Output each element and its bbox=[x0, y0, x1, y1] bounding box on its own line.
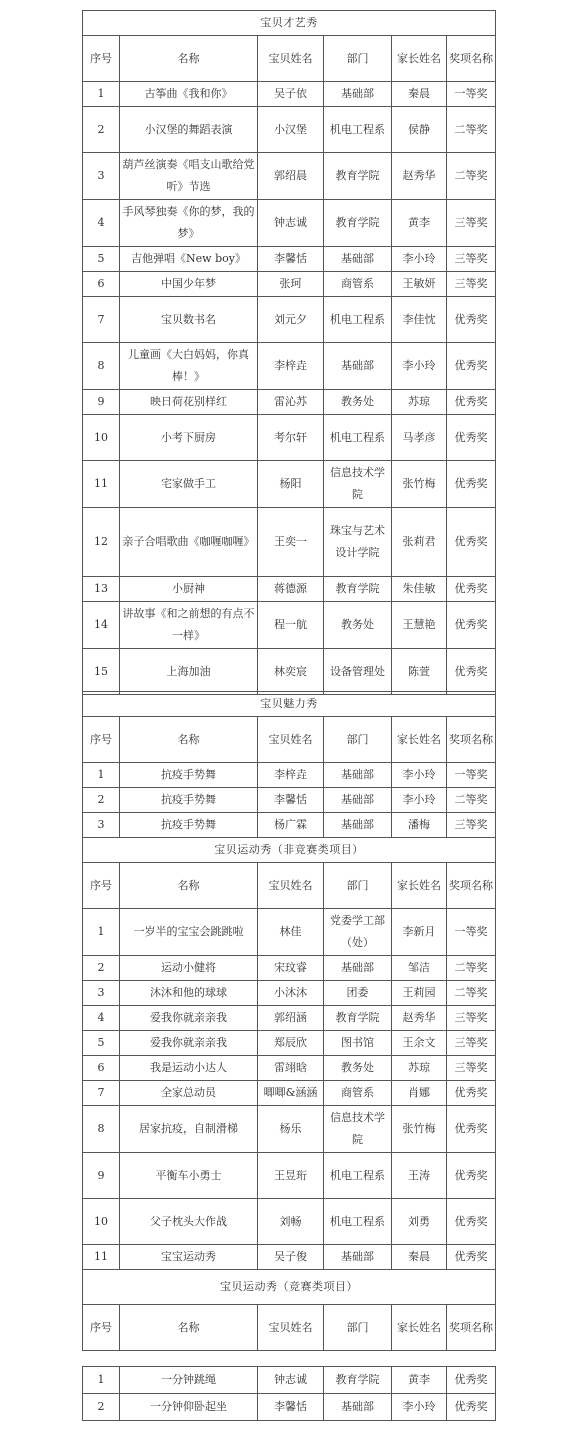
column-header: 名称 bbox=[120, 36, 258, 82]
section-title: 宝贝运动秀（非竞赛类项目） bbox=[83, 838, 496, 863]
column-header: 宝贝姓名 bbox=[258, 717, 324, 763]
entry-name: 抗疫手势舞 bbox=[120, 813, 258, 838]
entry-name: 一分钟跳绳 bbox=[120, 1367, 258, 1394]
child-name: 李梓垚 bbox=[258, 343, 324, 390]
column-header: 家长姓名 bbox=[392, 1305, 447, 1351]
table-row bbox=[83, 909, 496, 956]
child-name: 钟志诚 bbox=[258, 200, 324, 247]
child-name: 刘元夕 bbox=[258, 297, 324, 343]
department: 教育学院 bbox=[324, 1006, 392, 1031]
table-row bbox=[83, 343, 496, 390]
table-row bbox=[83, 1199, 496, 1245]
parent-name: 刘勇 bbox=[392, 1199, 447, 1245]
award: 二等奖 bbox=[447, 981, 496, 1006]
table-row bbox=[83, 1153, 496, 1199]
award: 优秀奖 bbox=[447, 390, 496, 415]
row-number: 2 bbox=[83, 956, 120, 981]
table-row bbox=[83, 763, 496, 788]
entry-name: 映日荷花别样红 bbox=[120, 390, 258, 415]
department: 信息技术学院 bbox=[324, 461, 392, 508]
column-header: 宝贝姓名 bbox=[258, 1305, 324, 1351]
department: 教育学院 bbox=[324, 200, 392, 247]
section-title: 宝贝运动秀（竞赛类项目） bbox=[83, 1270, 496, 1305]
table-row bbox=[83, 508, 496, 577]
table-row bbox=[83, 649, 496, 695]
header-row bbox=[83, 36, 496, 82]
entry-name: 讲故事《和之前想的有点不一样》 bbox=[120, 602, 258, 649]
header-row bbox=[83, 1305, 496, 1351]
award: 优秀奖 bbox=[447, 508, 496, 577]
child-name: 唧唧&涵涵 bbox=[258, 1081, 324, 1106]
award: 二等奖 bbox=[447, 153, 496, 200]
table-row bbox=[83, 1081, 496, 1106]
row-number: 1 bbox=[83, 909, 120, 956]
table-row bbox=[83, 1031, 496, 1056]
award: 三等奖 bbox=[447, 1056, 496, 1081]
column-header: 序号 bbox=[83, 717, 120, 763]
department: 基础部 bbox=[324, 247, 392, 272]
table-row bbox=[83, 813, 496, 838]
award: 三等奖 bbox=[447, 813, 496, 838]
department: 团委 bbox=[324, 981, 392, 1006]
parent-name: 李小玲 bbox=[392, 763, 447, 788]
child-name: 蒋德源 bbox=[258, 577, 324, 602]
table-row bbox=[83, 390, 496, 415]
child-name: 雷沁苏 bbox=[258, 390, 324, 415]
child-name: 小沐沐 bbox=[258, 981, 324, 1006]
table-row bbox=[83, 247, 496, 272]
parent-name: 张竹梅 bbox=[392, 461, 447, 508]
column-header: 部门 bbox=[324, 36, 392, 82]
child-name: 李馨恬 bbox=[258, 247, 324, 272]
child-name: 杨广霖 bbox=[258, 813, 324, 838]
section-title-row bbox=[83, 692, 496, 717]
award: 优秀奖 bbox=[447, 1081, 496, 1106]
award: 一等奖 bbox=[447, 763, 496, 788]
row-number: 10 bbox=[83, 1199, 120, 1245]
column-header: 序号 bbox=[83, 863, 120, 909]
row-number: 3 bbox=[83, 813, 120, 838]
section-title: 宝贝魅力秀 bbox=[83, 692, 496, 717]
department: 图书馆 bbox=[324, 1031, 392, 1056]
row-number: 13 bbox=[83, 577, 120, 602]
row-number: 11 bbox=[83, 1245, 120, 1270]
department: 基础部 bbox=[324, 763, 392, 788]
department: 基础部 bbox=[324, 82, 392, 107]
entry-name: 手风琴独奏《你的梦，我的梦》 bbox=[120, 200, 258, 247]
table-row bbox=[83, 82, 496, 107]
row-number: 6 bbox=[83, 272, 120, 297]
parent-name: 黄李 bbox=[392, 200, 447, 247]
department: 信息技术学院 bbox=[324, 1106, 392, 1153]
column-header: 家长姓名 bbox=[392, 717, 447, 763]
column-header: 奖项名称 bbox=[447, 1305, 496, 1351]
parent-name: 王余文 bbox=[392, 1031, 447, 1056]
row-number: 6 bbox=[83, 1056, 120, 1081]
child-name: 雷翊晗 bbox=[258, 1056, 324, 1081]
column-header: 名称 bbox=[120, 863, 258, 909]
parent-name: 张竹梅 bbox=[392, 1106, 447, 1153]
entry-name: 吉他弹唱《New boy》 bbox=[120, 247, 258, 272]
parent-name: 李小玲 bbox=[392, 343, 447, 390]
column-header: 奖项名称 bbox=[447, 36, 496, 82]
award: 三等奖 bbox=[447, 247, 496, 272]
department: 机电工程系 bbox=[324, 1199, 392, 1245]
entry-name: 宅家做手工 bbox=[120, 461, 258, 508]
child-name: 李馨恬 bbox=[258, 1394, 324, 1421]
table-row bbox=[83, 981, 496, 1006]
entry-name: 父子枕头大作战 bbox=[120, 1199, 258, 1245]
table-talent-show bbox=[82, 10, 496, 695]
column-header: 奖项名称 bbox=[447, 863, 496, 909]
child-name: 郭绍晨 bbox=[258, 153, 324, 200]
department: 教务处 bbox=[324, 390, 392, 415]
row-number: 4 bbox=[83, 200, 120, 247]
department: 设备管理处 bbox=[324, 649, 392, 695]
department: 党委学工部（处） bbox=[324, 909, 392, 956]
parent-name: 潘梅 bbox=[392, 813, 447, 838]
award: 二等奖 bbox=[447, 107, 496, 153]
parent-name: 肖娜 bbox=[392, 1081, 447, 1106]
child-name: 郭绍涵 bbox=[258, 1006, 324, 1031]
award: 优秀奖 bbox=[447, 1106, 496, 1153]
award: 三等奖 bbox=[447, 272, 496, 297]
child-name: 程一航 bbox=[258, 602, 324, 649]
row-number: 1 bbox=[83, 82, 120, 107]
award: 优秀奖 bbox=[447, 602, 496, 649]
entry-name: 抗疫手势舞 bbox=[120, 788, 258, 813]
table-sport-competition-body bbox=[83, 1367, 496, 1421]
parent-name: 黄李 bbox=[392, 1367, 447, 1394]
section-title-row bbox=[83, 838, 496, 863]
entry-name: 平衡车小勇士 bbox=[120, 1153, 258, 1199]
child-name: 杨乐 bbox=[258, 1106, 324, 1153]
entry-name: 宝宝运动秀 bbox=[120, 1245, 258, 1270]
row-number: 3 bbox=[83, 981, 120, 1006]
child-name: 林奕宸 bbox=[258, 649, 324, 695]
award: 优秀奖 bbox=[447, 577, 496, 602]
table-row bbox=[83, 1006, 496, 1031]
entry-name: 全家总动员 bbox=[120, 1081, 258, 1106]
table-row bbox=[83, 1245, 496, 1270]
child-name: 吴子依 bbox=[258, 82, 324, 107]
department: 基础部 bbox=[324, 1394, 392, 1421]
table-row bbox=[83, 577, 496, 602]
entry-name: 葫芦丝演奏《唱支山歌给党听》节选 bbox=[120, 153, 258, 200]
table-charm-sport-show bbox=[82, 691, 496, 1351]
child-name: 郑辰欣 bbox=[258, 1031, 324, 1056]
child-name: 宋玟睿 bbox=[258, 956, 324, 981]
column-header: 部门 bbox=[324, 717, 392, 763]
child-name: 杨阳 bbox=[258, 461, 324, 508]
department: 教育学院 bbox=[324, 577, 392, 602]
entry-name: 宝贝数书名 bbox=[120, 297, 258, 343]
award: 优秀奖 bbox=[447, 1245, 496, 1270]
column-header: 序号 bbox=[83, 36, 120, 82]
column-header: 部门 bbox=[324, 1305, 392, 1351]
department: 基础部 bbox=[324, 1245, 392, 1270]
table-row bbox=[83, 200, 496, 247]
department: 基础部 bbox=[324, 343, 392, 390]
award: 三等奖 bbox=[447, 200, 496, 247]
award: 三等奖 bbox=[447, 1006, 496, 1031]
parent-name: 马孝彦 bbox=[392, 415, 447, 461]
row-number: 1 bbox=[83, 1367, 120, 1394]
table-talent-show-body bbox=[83, 11, 496, 695]
section-title-row bbox=[83, 11, 496, 36]
row-number: 14 bbox=[83, 602, 120, 649]
award: 优秀奖 bbox=[447, 461, 496, 508]
parent-name: 王涛 bbox=[392, 1153, 447, 1199]
parent-name: 苏琼 bbox=[392, 1056, 447, 1081]
department: 机电工程系 bbox=[324, 415, 392, 461]
entry-name: 亲子合唱歌曲《咖喱咖喱》 bbox=[120, 508, 258, 577]
entry-name: 小考下厨房 bbox=[120, 415, 258, 461]
parent-name: 张莉君 bbox=[392, 508, 447, 577]
department: 教育学院 bbox=[324, 153, 392, 200]
table-row bbox=[83, 297, 496, 343]
column-header: 名称 bbox=[120, 1305, 258, 1351]
parent-name: 赵秀华 bbox=[392, 1006, 447, 1031]
row-number: 9 bbox=[83, 1153, 120, 1199]
row-number: 11 bbox=[83, 461, 120, 508]
section-title: 宝贝才艺秀 bbox=[83, 11, 496, 36]
award: 二等奖 bbox=[447, 956, 496, 981]
row-number: 15 bbox=[83, 649, 120, 695]
row-number: 7 bbox=[83, 297, 120, 343]
entry-name: 爱我你就亲亲我 bbox=[120, 1006, 258, 1031]
child-name: 小汉堡 bbox=[258, 107, 324, 153]
department: 机电工程系 bbox=[324, 1153, 392, 1199]
row-number: 12 bbox=[83, 508, 120, 577]
row-number: 7 bbox=[83, 1081, 120, 1106]
table-row bbox=[83, 1367, 496, 1394]
table-row bbox=[83, 415, 496, 461]
child-name: 李馨恬 bbox=[258, 788, 324, 813]
parent-name: 邹洁 bbox=[392, 956, 447, 981]
parent-name: 王莉园 bbox=[392, 981, 447, 1006]
entry-name: 我是运动小达人 bbox=[120, 1056, 258, 1081]
row-number: 8 bbox=[83, 1106, 120, 1153]
row-number: 2 bbox=[83, 107, 120, 153]
column-header: 序号 bbox=[83, 1305, 120, 1351]
award: 优秀奖 bbox=[447, 649, 496, 695]
parent-name: 李佳忱 bbox=[392, 297, 447, 343]
department: 商管系 bbox=[324, 1081, 392, 1106]
parent-name: 王慧艳 bbox=[392, 602, 447, 649]
entry-name: 小汉堡的舞蹈表演 bbox=[120, 107, 258, 153]
section-title-row bbox=[83, 1270, 496, 1305]
award: 优秀奖 bbox=[447, 1367, 496, 1394]
child-name: 李梓垚 bbox=[258, 763, 324, 788]
parent-name: 李小玲 bbox=[392, 247, 447, 272]
column-header: 奖项名称 bbox=[447, 717, 496, 763]
department: 教务处 bbox=[324, 1056, 392, 1081]
table-row bbox=[83, 461, 496, 508]
parent-name: 朱佳敏 bbox=[392, 577, 447, 602]
parent-name: 李小玲 bbox=[392, 788, 447, 813]
award: 三等奖 bbox=[447, 1031, 496, 1056]
department: 机电工程系 bbox=[324, 107, 392, 153]
row-number: 3 bbox=[83, 153, 120, 200]
parent-name: 秦晨 bbox=[392, 1245, 447, 1270]
row-number: 5 bbox=[83, 247, 120, 272]
department: 基础部 bbox=[324, 956, 392, 981]
table-row bbox=[83, 602, 496, 649]
entry-name: 沐沐和他的球球 bbox=[120, 981, 258, 1006]
row-number: 4 bbox=[83, 1006, 120, 1031]
row-number: 9 bbox=[83, 390, 120, 415]
department: 基础部 bbox=[324, 788, 392, 813]
child-name: 刘畅 bbox=[258, 1199, 324, 1245]
child-name: 考尔轩 bbox=[258, 415, 324, 461]
column-header: 部门 bbox=[324, 863, 392, 909]
row-number: 8 bbox=[83, 343, 120, 390]
child-name: 张珂 bbox=[258, 272, 324, 297]
department: 教育学院 bbox=[324, 1367, 392, 1394]
parent-name: 侯静 bbox=[392, 107, 447, 153]
table-row bbox=[83, 1106, 496, 1153]
award: 优秀奖 bbox=[447, 1394, 496, 1421]
child-name: 林佳 bbox=[258, 909, 324, 956]
award: 优秀奖 bbox=[447, 297, 496, 343]
department: 珠宝与艺术设计学院 bbox=[324, 508, 392, 577]
table-row bbox=[83, 107, 496, 153]
award: 优秀奖 bbox=[447, 415, 496, 461]
award: 二等奖 bbox=[447, 788, 496, 813]
entry-name: 一分钟仰卧起坐 bbox=[120, 1394, 258, 1421]
entry-name: 小厨神 bbox=[120, 577, 258, 602]
child-name: 王昱珩 bbox=[258, 1153, 324, 1199]
department: 机电工程系 bbox=[324, 297, 392, 343]
table-row bbox=[83, 153, 496, 200]
table-row bbox=[83, 1056, 496, 1081]
column-header: 宝贝姓名 bbox=[258, 36, 324, 82]
entry-name: 抗疫手势舞 bbox=[120, 763, 258, 788]
header-row bbox=[83, 863, 496, 909]
row-number: 10 bbox=[83, 415, 120, 461]
award: 优秀奖 bbox=[447, 1199, 496, 1245]
department: 商管系 bbox=[324, 272, 392, 297]
parent-name: 陈萱 bbox=[392, 649, 447, 695]
award: 优秀奖 bbox=[447, 1153, 496, 1199]
row-number: 1 bbox=[83, 763, 120, 788]
table-sport-competition bbox=[82, 1366, 496, 1421]
column-header: 名称 bbox=[120, 717, 258, 763]
entry-name: 古筝曲《我和你》 bbox=[120, 82, 258, 107]
entry-name: 儿童画《大白妈妈，你真棒！》 bbox=[120, 343, 258, 390]
entry-name: 运动小健将 bbox=[120, 956, 258, 981]
parent-name: 赵秀华 bbox=[392, 153, 447, 200]
parent-name: 王敏妍 bbox=[392, 272, 447, 297]
entry-name: 中国少年梦 bbox=[120, 272, 258, 297]
parent-name: 苏琼 bbox=[392, 390, 447, 415]
table-row bbox=[83, 272, 496, 297]
department: 基础部 bbox=[324, 813, 392, 838]
entry-name: 爱我你就亲亲我 bbox=[120, 1031, 258, 1056]
award: 优秀奖 bbox=[447, 343, 496, 390]
column-header: 宝贝姓名 bbox=[258, 863, 324, 909]
column-header: 家长姓名 bbox=[392, 36, 447, 82]
parent-name: 李新月 bbox=[392, 909, 447, 956]
table-row bbox=[83, 1394, 496, 1421]
entry-name: 居家抗疫，自制滑梯 bbox=[120, 1106, 258, 1153]
child-name: 王奕一 bbox=[258, 508, 324, 577]
entry-name: 上海加油 bbox=[120, 649, 258, 695]
column-header: 家长姓名 bbox=[392, 863, 447, 909]
header-row bbox=[83, 717, 496, 763]
row-number: 2 bbox=[83, 788, 120, 813]
child-name: 吴子俊 bbox=[258, 1245, 324, 1270]
row-number: 5 bbox=[83, 1031, 120, 1056]
parent-name: 李小玲 bbox=[392, 1394, 447, 1421]
child-name: 钟志诚 bbox=[258, 1367, 324, 1394]
parent-name: 秦晨 bbox=[392, 82, 447, 107]
entry-name: 一岁半的宝宝会跳跳啦 bbox=[120, 909, 258, 956]
table-row bbox=[83, 956, 496, 981]
row-number: 2 bbox=[83, 1394, 120, 1421]
table-charm-sport-body bbox=[83, 692, 496, 1351]
award: 一等奖 bbox=[447, 82, 496, 107]
table-row bbox=[83, 788, 496, 813]
department: 教务处 bbox=[324, 602, 392, 649]
award: 一等奖 bbox=[447, 909, 496, 956]
